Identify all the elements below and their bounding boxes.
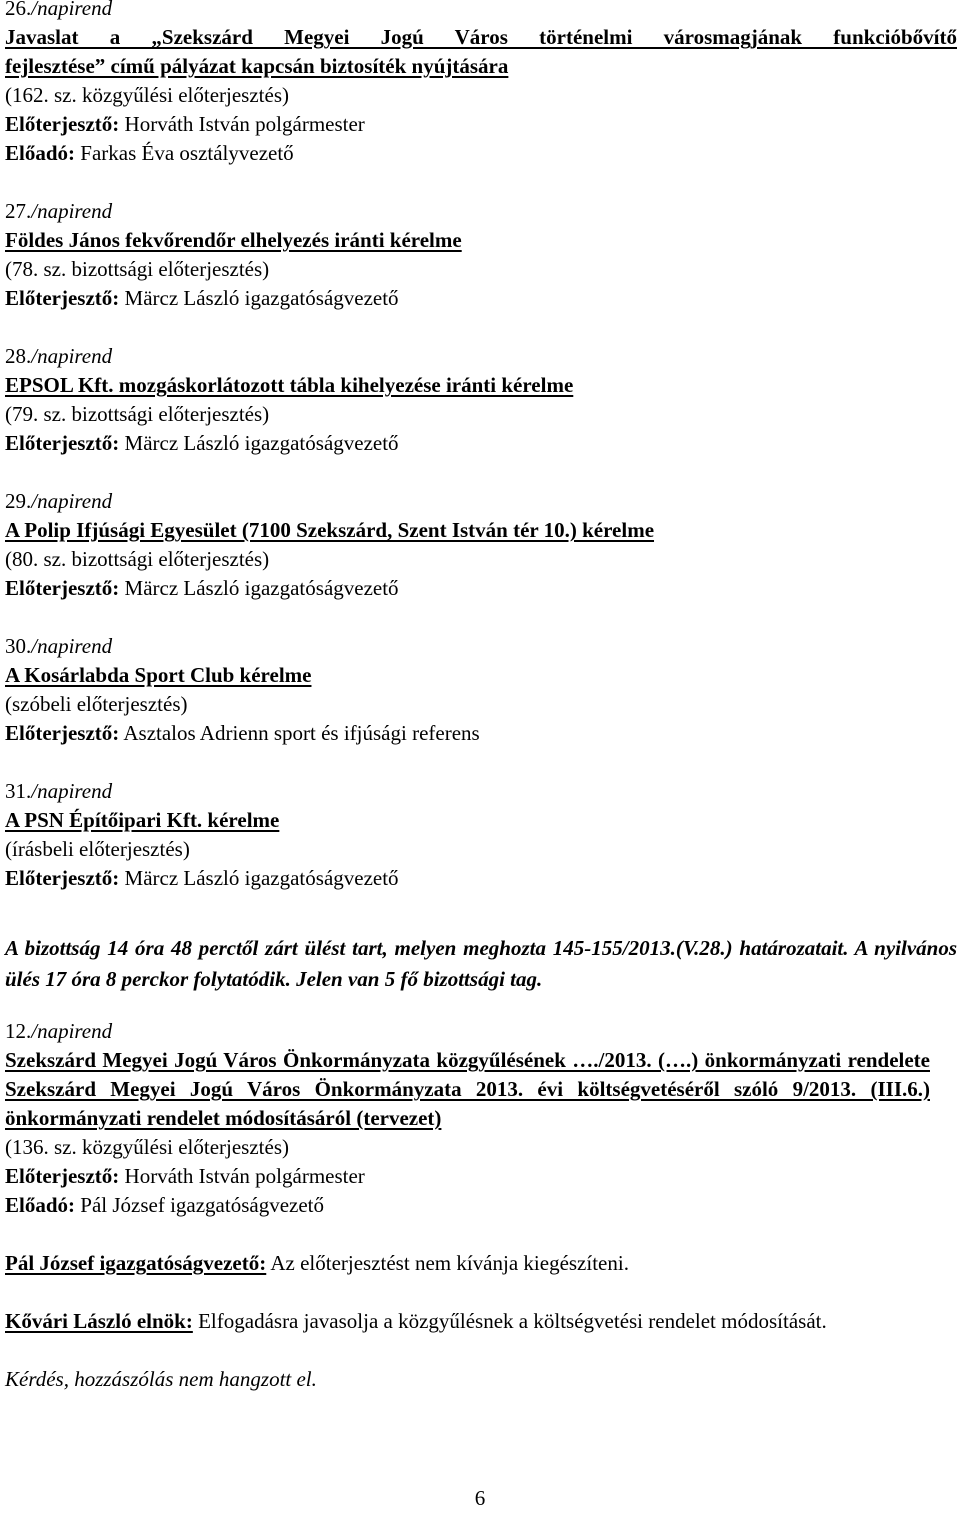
agenda-item-30-kind: (szóbeli előterjesztés)	[5, 692, 188, 716]
agenda-item-12-presenter: Előterjesztő: Horváth István polgármester	[5, 1164, 365, 1188]
agenda-item-29-heading: 29./napirend	[5, 489, 113, 513]
statement-kovari-laszlo: Kővári László elnök: Elfogadásra javasolja a közgyűlésnek a költségvetési rendelet módosítását.	[5, 1309, 827, 1333]
agenda-number: 26.	[5, 0, 32, 20]
document-page	[5, 0, 957, 1394]
agenda-item-27-kind: (78. sz. bizottsági előterjesztés)	[5, 257, 270, 281]
agenda-label: /napirend	[31, 0, 113, 20]
closed-session-note: A bizottság 14 óra 48 perctől zárt ülést tart, melyen meghozta 145-155/2013.(V.28.) határozatait. A nyilvános ülés 17 óra 8 perckor folytatódik. Jelen van 5 fő bizottsági tag.	[5, 936, 957, 991]
agenda-item-30-title: A Kosárlabda Sport Club kérelme	[5, 663, 312, 687]
agenda-item-28-presenter: Előterjesztő: Märcz László igazgatóságvezető	[5, 431, 399, 455]
agenda-item-31-title: A PSN Építőipari Kft. kérelme	[5, 808, 280, 832]
agenda-item-28-heading: 28./napirend	[5, 344, 113, 368]
agenda-item-30-heading: 30./napirend	[5, 634, 113, 658]
agenda-item-26-speaker: Előadó: Farkas Éva osztályvezető	[5, 141, 294, 165]
agenda-item-30-presenter: Előterjesztő: Asztalos Adrienn sport és ifjúsági referens	[5, 721, 480, 745]
agenda-item-26-presenter: Előterjesztő: Horváth István polgármester	[5, 112, 365, 136]
agenda-item-29-presenter: Előterjesztő: Märcz László igazgatóságvezető	[5, 576, 399, 600]
agenda-item-12-kind: (136. sz. közgyűlési előterjesztés)	[5, 1135, 289, 1159]
agenda-item-27-heading: 27./napirend	[5, 199, 113, 223]
agenda-item-29-title: A Polip Ifjúsági Egyesület (7100 Szekszárd, Szent István tér 10.) kérelme	[5, 518, 655, 542]
agenda-item-26-title-line1: Javaslat a „Szekszárd Megyei Jogú Város történelmi városmagjának funkcióbővítő	[5, 25, 957, 49]
agenda-item-26-title-line2: fejlesztése” című pályázat kapcsán biztosíték nyújtására	[5, 54, 509, 78]
agenda-item-31-kind: (írásbeli előterjesztés)	[5, 837, 190, 861]
agenda-item-12-heading: 12./napirend	[5, 1019, 113, 1043]
closing-note: Kérdés, hozzászólás nem hangzott el.	[5, 1367, 317, 1391]
agenda-item-12-title: Szekszárd Megyei Jogú Város Önkormányzata közgyűlésének …./2013. (….) önkormányzati rendelete Szekszárd Megyei Jogú Város Önkormányzata 2013. évi költségvetéséről szóló 9/2013. (III.6.) önkormányzati rendelet módosításáról (tervezet)	[5, 1048, 930, 1130]
page-number: 6	[474, 1486, 486, 1510]
statement-pal-jozsef: Pál József igazgatóságvezető: Az előterjesztést nem kívánja kiegészíteni.	[5, 1251, 629, 1275]
agenda-item-26-kind: (162. sz. közgyűlési előterjesztés)	[5, 83, 289, 107]
agenda-item-31-heading: 31./napirend	[5, 779, 113, 803]
agenda-item-29-kind: (80. sz. bizottsági előterjesztés)	[5, 547, 270, 571]
agenda-item-26-heading	[5, 0, 957, 23]
agenda-item-27-title: Földes János fekvőrendőr elhelyezés iránti kérelme	[5, 228, 462, 252]
agenda-item-28-kind: (79. sz. bizottsági előterjesztés)	[5, 402, 270, 426]
agenda-item-31-presenter: Előterjesztő: Märcz László igazgatóságvezető	[5, 866, 399, 890]
agenda-item-12-speaker: Előadó: Pál József igazgatóságvezető	[5, 1193, 325, 1217]
agenda-item-28-title: EPSOL Kft. mozgáskorlátozott tábla kihelyezése iránti kérelme	[5, 373, 574, 397]
agenda-item-27-presenter: Előterjesztő: Märcz László igazgatóságvezető	[5, 286, 399, 310]
